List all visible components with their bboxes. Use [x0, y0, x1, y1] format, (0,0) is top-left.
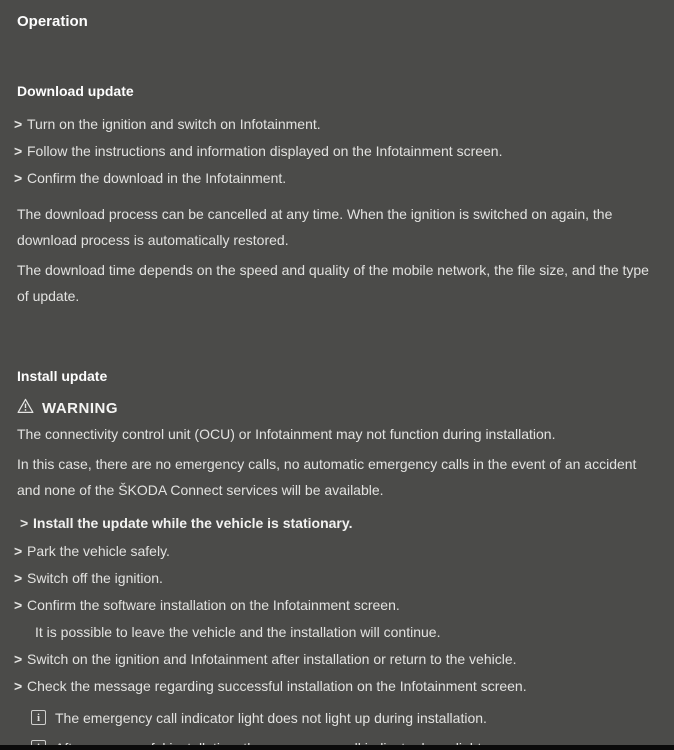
- page-title: Operation: [17, 13, 88, 30]
- step-arrow-icon: >: [14, 570, 23, 586]
- list-item: [14, 542, 657, 560]
- step-arrow-icon: >: [14, 143, 23, 159]
- warning-text: The connectivity control unit (OCU) or Infotainment may not function during installation.: [17, 426, 556, 442]
- step-text: Turn on the ignition and switch on Infotainment.: [27, 116, 321, 132]
- list-item: [14, 596, 657, 614]
- list-item: [14, 115, 657, 133]
- substep-text: It is possible to leave the vehicle and the installation will continue.: [35, 624, 441, 640]
- list-item: [14, 169, 657, 187]
- step-arrow-icon: >: [14, 543, 23, 559]
- warning-header: [17, 399, 657, 417]
- download-update-heading: Download update: [17, 83, 134, 99]
- info-note: [31, 709, 657, 727]
- list-subitem: [14, 623, 657, 641]
- step-text: Confirm the software installation on the Infotainment screen.: [27, 597, 400, 613]
- list-item: [14, 569, 657, 587]
- step-text: Install the update while the vehicle is stationary.: [33, 515, 353, 531]
- list-item-emphasized: [20, 514, 657, 532]
- info-icon: i: [31, 710, 46, 725]
- step-arrow-icon: >: [14, 116, 23, 132]
- step-text: Confirm the download in the Infotainment.: [27, 170, 287, 186]
- note-text: The emergency call indicator light does not light up during installation.: [55, 710, 487, 726]
- step-arrow-icon: >: [14, 678, 23, 694]
- step-arrow-icon: >: [14, 597, 23, 613]
- list-item: [14, 650, 657, 668]
- warning-label: WARNING: [42, 399, 118, 417]
- step-arrow-icon: >: [14, 170, 23, 186]
- step-text: Switch on the ignition and Infotainment after installation or return to the vehicle.: [27, 651, 517, 667]
- info-notes: [31, 709, 657, 750]
- list-item: [14, 677, 657, 695]
- step-text: Check the message regarding successful installation on the Infotainment screen.: [27, 678, 527, 694]
- warning-text: In this case, there are no emergency calls, no automatic emergency calls in the event of an accident and none of the ŠKODA Connect services will be available.: [17, 456, 637, 498]
- step-arrow-icon: >: [14, 651, 23, 667]
- step-text: Switch off the ignition.: [27, 570, 163, 586]
- download-steps-list: [14, 115, 657, 187]
- warning-triangle-icon: [17, 398, 34, 419]
- step-text: Follow the instructions and information displayed on the Infotainment screen.: [27, 143, 503, 159]
- list-item: [14, 142, 657, 160]
- download-paragraph: The download process can be cancelled at any time. When the ignition is switched on again, the download process is automatically restored.: [17, 206, 613, 248]
- download-paragraph: The download time depends on the speed and quality of the mobile network, the file size, and the type of update.: [17, 262, 649, 304]
- step-text: Park the vehicle safely.: [27, 543, 170, 559]
- install-steps-list: [14, 514, 657, 695]
- bottom-edge-bar: [0, 745, 674, 750]
- step-arrow-icon: >: [20, 515, 29, 531]
- install-update-heading: Install update: [17, 368, 108, 384]
